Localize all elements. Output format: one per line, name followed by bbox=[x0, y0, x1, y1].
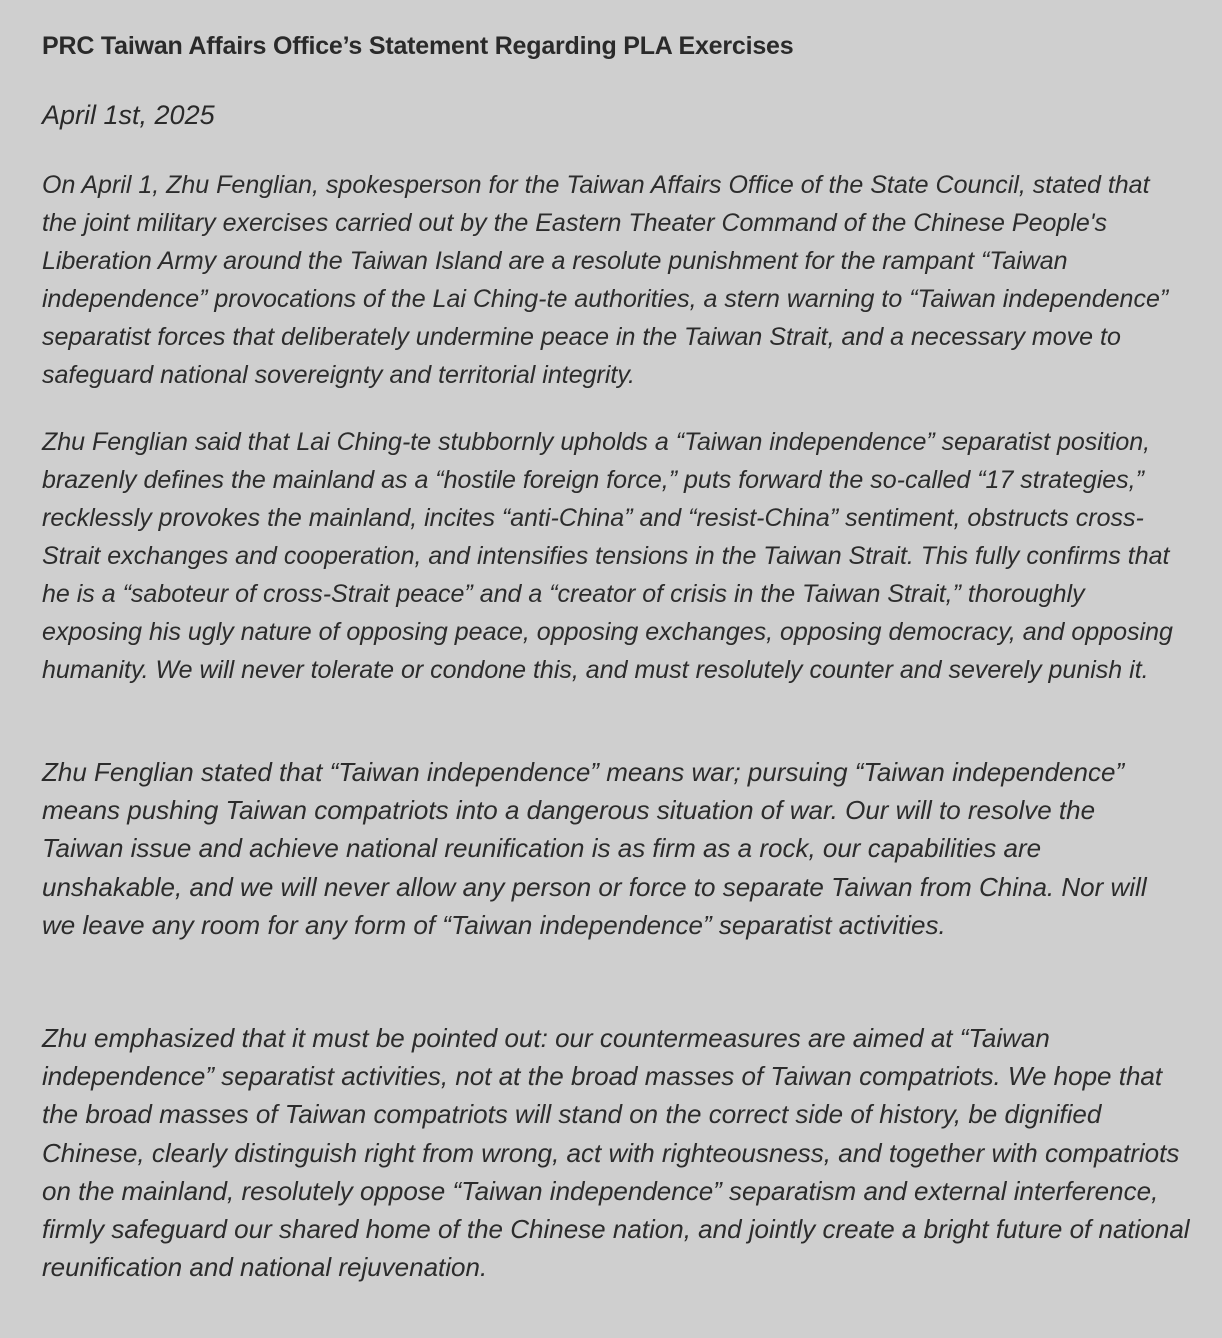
paragraph-1: On April 1, Zhu Fenglian, spokesperson for the Taiwan Affairs Office of the State Council, stated that the joint military exercises carried out by the Eastern Theater Command of the Chinese People's Liberation Army around the Taiwan Island are a resolute punishment for the rampant “Taiwan independence” provocations of the Lai Ching-te authorities, a stern warning to “Taiwan independence” separatist forces that deliberately undermine peace in the Taiwan Strait, and a necessary move to safeguard national sovereignty and territorial integrity. bbox=[42, 171, 1169, 389]
paragraph-3: Zhu Fenglian stated that “Taiwan independence” means war; pursuing “Taiwan independence” means pushing Taiwan compatriots into a dangerous situation of war. Our will to resolve the Taiwan issue and achieve national reunification is as firm as a rock, our capabilities are unshakable, and we will never allow any person or force to separate Taiwan from China. Nor will we leave any room for any form of “Taiwan independence” separatist activities. bbox=[42, 757, 1147, 940]
document-title: PRC Taiwan Affairs Office’s Statement Regarding PLA Exercises bbox=[42, 32, 794, 60]
paragraph-2: Zhu Fenglian said that Lai Ching-te stubbornly upholds a “Taiwan independence” separatist position, brazenly defines the mainland as a “hostile foreign force,” puts forward the so-called “17 strategies,” recklessly provokes the mainland, incites “anti-China” and “resist-China” sentiment, obstructs cross-Strait exchanges and cooperation, and intensifies tensions in the Taiwan Strait. This fully confirms that he is a “saboteur of cross-Strait peace” and a “creator of crisis in the Taiwan Strait,” thoroughly exposing his ugly nature of opposing peace, opposing exchanges, opposing democracy, and opposing humanity. We will never tolerate or condone this, and must resolutely counter and severely punish it. bbox=[42, 428, 1173, 684]
paragraph-4: Zhu emphasized that it must be pointed out: our countermeasures are aimed at “Taiwan independence” separatist activities, not at the broad masses of Taiwan compatriots. We hope that the broad masses of Taiwan compatriots will stand on the correct side of history, be dignified Chinese, clearly distinguish right from wrong, act with righteousness, and together with compatriots on the mainland, resolutely oppose “Taiwan independence” separatism and external interference, firmly safeguard our shared home of the Chinese nation, and jointly create a bright future of national reunification and national rejuvenation. bbox=[42, 1023, 1190, 1283]
document-date: April 1st, 2025 bbox=[42, 100, 215, 130]
